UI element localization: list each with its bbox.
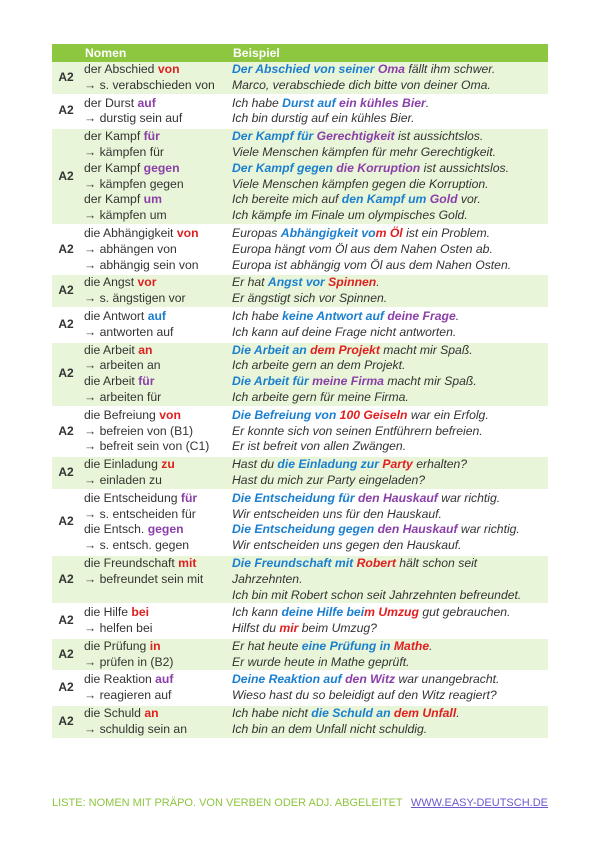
noun-text: der Abschied (84, 62, 158, 76)
header-noun: Nomen (85, 46, 127, 60)
preposition: gegen (143, 160, 180, 175)
noun-cell (80, 556, 228, 603)
noun-text: → s. verabschieden von (84, 77, 215, 92)
example-text: Hast du (232, 457, 278, 472)
noun-text: die Angst (84, 275, 138, 290)
footer-title: LISTE: NOMEN MIT PRÄPO. VON VERBEN ODER ADJ. ABGELEITET (52, 797, 403, 809)
example-text: war ein Erfolg. (407, 407, 489, 422)
noun-text: → helfen bei (84, 621, 153, 636)
noun-text: → kämpfen für (84, 144, 164, 159)
noun-line (84, 655, 228, 671)
example-sentence (232, 491, 548, 507)
example-sentence (232, 374, 548, 390)
highlight-text: die Korruption (336, 160, 421, 175)
example-text: Ich bin an dem Unfall nicht schuldig. (232, 721, 428, 736)
noun-line (84, 62, 228, 78)
example-sentence (232, 275, 548, 291)
example-text: Ich arbeite gern für meine Firma. (232, 389, 409, 404)
table-row (52, 275, 548, 309)
table-row (52, 556, 548, 605)
highlight-text: Der Kampf gegen (232, 160, 337, 175)
table-row (52, 457, 548, 491)
level-badge: A2 (58, 366, 74, 381)
table-row (52, 639, 548, 673)
noun-line (84, 325, 228, 341)
example-text: beim Umzug? (298, 621, 377, 636)
level-badge: A2 (58, 103, 74, 118)
example-text: . (456, 706, 460, 721)
example-sentence (232, 192, 548, 208)
example-text: ist ein Problem. (402, 225, 491, 240)
example-sentence (232, 639, 548, 655)
noun-text: der Durst (84, 95, 138, 110)
table-row (52, 605, 548, 639)
preposition: von (159, 407, 181, 422)
example-text: Ich bin mit Robert schon seit Jahrzehnten befreundet. (232, 587, 522, 602)
level-badge: A2 (58, 465, 74, 480)
noun-cell (80, 491, 228, 554)
noun-line (84, 621, 228, 637)
example-text: Er ängstigt sich vor Spinnen. (232, 291, 388, 306)
example-text: ist aussichtslos. (394, 129, 484, 144)
example-sentence (232, 688, 548, 704)
noun-text: → abhängig sein von (84, 257, 199, 272)
example-text: Marco, verabschiede dich bitte von deiner Oma. (232, 77, 491, 92)
level-badge: A2 (58, 241, 74, 256)
example-sentence (232, 538, 548, 554)
noun-line (84, 226, 228, 242)
example-text: Viele Menschen kämpfen für mehr Gerechtigkeit. (232, 144, 496, 159)
example-text: Er wurde heute in Mathe geprüft. (232, 654, 410, 669)
noun-cell (80, 457, 228, 489)
noun-line (84, 390, 228, 406)
highlight-text: Angst vor (267, 275, 329, 290)
example-sentence (232, 424, 548, 440)
preposition: bei (131, 605, 150, 620)
preposition: in (149, 638, 161, 653)
example-cell (228, 343, 548, 406)
noun-text: → befreien von (B1) (84, 423, 194, 438)
header-example: Beispiel (233, 46, 280, 60)
highlight-text: Durst auf (282, 95, 336, 110)
noun-text: → s. ängstigen vor (84, 291, 186, 306)
level-badge: A2 (58, 646, 74, 661)
example-sentence (232, 96, 548, 112)
example-text: Hast du mich zur Party eingeladen? (232, 472, 426, 487)
example-cell (228, 706, 548, 738)
example-text: Europas (232, 225, 281, 240)
example-cell (228, 129, 548, 224)
highlight-text: deine Hilfe bei (281, 605, 365, 620)
noun-line (84, 358, 228, 374)
example-sentence (232, 177, 548, 193)
noun-line (84, 722, 228, 738)
noun-line (84, 706, 228, 722)
footer-link[interactable]: WWW.EASY-DEUTSCH.DE (410, 797, 548, 809)
example-sentence (232, 588, 548, 604)
noun-line (84, 78, 228, 94)
preposition: auf (137, 95, 156, 110)
noun-cell (80, 639, 228, 671)
noun-line (84, 605, 228, 621)
highlight-text: Der Abschied von seiner (232, 62, 378, 76)
level-badge: A2 (58, 680, 74, 695)
example-text: macht mir Spaß. (383, 374, 477, 389)
example-text: Europa ist abhängig vom Öl aus dem Nahen Osten. (232, 257, 512, 272)
highlight-text: Der Kampf für (232, 129, 317, 144)
level-badge: A2 (58, 69, 74, 84)
level-badge: A2 (58, 423, 74, 438)
noun-line (84, 439, 228, 455)
highlight-text: mir (279, 621, 299, 636)
example-cell (228, 309, 548, 341)
noun-text: die Reaktion (84, 672, 156, 687)
highlight-text: Party (382, 457, 413, 472)
example-text: Ich habe (232, 95, 283, 110)
example-sentence (232, 390, 548, 406)
example-sentence (232, 343, 548, 359)
example-sentence (232, 78, 548, 94)
noun-line (84, 408, 228, 424)
table-row (52, 129, 548, 226)
example-text: hält schon seit Jahrzehnten. (232, 555, 478, 586)
noun-cell (80, 408, 228, 455)
example-text: fällt ihm schwer. (404, 62, 496, 76)
noun-text: → durstig sein auf (84, 111, 183, 126)
noun-text: → schuldig sein an (84, 721, 187, 736)
footer (52, 797, 548, 809)
highlight-text: keine Antwort auf (282, 308, 388, 323)
noun-cell (80, 226, 228, 273)
highlight-text: Deine Reaktion auf (232, 672, 346, 687)
noun-line (84, 688, 228, 704)
noun-line (84, 96, 228, 112)
example-text: Ich bereite mich auf (232, 192, 342, 207)
example-cell (228, 408, 548, 455)
table-row (52, 672, 548, 706)
noun-line (84, 291, 228, 307)
highlight-text: Die Arbeit an (232, 342, 311, 357)
noun-line (84, 457, 228, 473)
noun-cell (80, 605, 228, 637)
noun-text: die Abhängigkeit (84, 225, 177, 240)
highlight-text: Die Entscheidung gegen (232, 522, 378, 537)
noun-line (84, 208, 228, 224)
noun-line (84, 129, 228, 145)
noun-line (84, 192, 228, 208)
highlight-text: Die Entscheidung für (232, 490, 358, 505)
noun-text: → arbeiten für (84, 389, 162, 404)
noun-line (84, 343, 228, 359)
highlight-text: dem Projekt (310, 342, 380, 357)
table-row (52, 226, 548, 275)
noun-text: → befreit sein von (C1) (84, 439, 210, 454)
noun-text: → reagieren auf (84, 688, 172, 703)
noun-line (84, 424, 228, 440)
preposition: mit (178, 555, 197, 570)
noun-text: → kämpfen um (84, 208, 167, 223)
preposition: an (138, 342, 153, 357)
example-text: Europa hängt vom Öl aus dem Nahen Osten ab. (232, 241, 493, 256)
preposition: auf (155, 672, 174, 687)
noun-cell (80, 343, 228, 406)
example-sentence (232, 457, 548, 473)
noun-text: die Befreiung (84, 407, 160, 422)
example-text: Ich habe (232, 308, 283, 323)
example-text: macht mir Spaß. (379, 342, 473, 357)
example-text: war richtig. (437, 490, 501, 505)
example-text: . (376, 275, 380, 290)
example-sentence (232, 242, 548, 258)
noun-text: die Antwort (84, 308, 148, 323)
noun-text: die Schuld (84, 706, 145, 721)
example-text: . (425, 95, 430, 110)
level-badge: A2 (58, 514, 74, 529)
highlight-text: Mathe (393, 638, 430, 653)
level-badge: A2 (58, 283, 74, 298)
noun-line (84, 177, 228, 193)
example-text: Er hat (232, 275, 268, 290)
noun-text: die Hilfe (84, 605, 132, 620)
noun-line (84, 374, 228, 390)
table-row (52, 309, 548, 343)
highlight-text: Abhängigkeit vo (280, 225, 376, 240)
example-sentence (232, 111, 548, 127)
example-cell (228, 672, 548, 704)
preposition: von (157, 62, 180, 76)
example-text: vor. (457, 192, 481, 207)
preposition: für (180, 490, 198, 505)
example-sentence (232, 706, 548, 722)
noun-line (84, 507, 228, 523)
noun-text: → kämpfen gegen (84, 176, 184, 191)
level-badge: A2 (58, 613, 74, 628)
noun-text: die Arbeit (84, 342, 139, 357)
noun-text: → antworten auf (84, 324, 174, 339)
noun-line (84, 275, 228, 291)
noun-line (84, 491, 228, 507)
example-sentence (232, 473, 548, 489)
noun-line (84, 572, 228, 588)
noun-line (84, 161, 228, 177)
example-cell (228, 639, 548, 671)
highlight-text: Die Freundschaft mit (232, 555, 357, 570)
noun-text: der Kampf (84, 192, 144, 207)
example-text: . (429, 638, 433, 653)
header-level (52, 44, 80, 62)
highlight-text: m Umzug (364, 605, 419, 620)
example-sentence (232, 621, 548, 637)
noun-line (84, 522, 228, 538)
highlight-text: Oma (377, 62, 405, 76)
example-text: Er hat heute (232, 638, 302, 653)
example-sentence (232, 522, 548, 538)
highlight-text: den Hauskauf (377, 522, 458, 537)
example-text: Ich kann (232, 605, 282, 620)
example-text: war richtig. (457, 522, 520, 537)
noun-text: → prüfen in (B2) (84, 654, 174, 669)
preposition: von (176, 225, 199, 240)
noun-line (84, 111, 228, 127)
highlight-text: deine Frage (387, 308, 456, 323)
noun-text: der Kampf (84, 129, 144, 144)
highlight-text: Die Arbeit für (232, 374, 313, 389)
highlight-text: Gold (429, 192, 458, 207)
noun-text: → s. entsch. gegen (84, 538, 190, 553)
example-sentence (232, 408, 548, 424)
highlight-text: dem Unfall (393, 706, 457, 721)
preposition: vor (137, 275, 157, 290)
highlight-text: Die Befreiung von (232, 407, 340, 422)
example-cell (228, 605, 548, 637)
example-sentence (232, 439, 548, 455)
preposition: zu (161, 457, 175, 472)
noun-text: → abhängen von (84, 241, 177, 256)
example-cell (228, 457, 548, 489)
example-text: Wieso hast du so beleidigt auf den Witz reagiert? (232, 688, 497, 703)
noun-text: die Einladung (84, 457, 162, 472)
highlight-text: eine Prüfung in (301, 638, 394, 653)
highlight-text: den Kampf um (341, 192, 430, 207)
example-sentence (232, 129, 548, 145)
example-cell (228, 62, 548, 94)
noun-line (84, 145, 228, 161)
noun-line (84, 639, 228, 655)
noun-cell (80, 62, 228, 94)
noun-line (84, 473, 228, 489)
noun-text: → arbeiten an (84, 358, 161, 373)
example-sentence (232, 556, 548, 588)
highlight-text: Robert (356, 555, 396, 570)
noun-line (84, 556, 228, 572)
noun-text: → einladen zu (84, 472, 162, 487)
example-sentence (232, 655, 548, 671)
noun-text: die Freundschaft (84, 555, 179, 570)
example-sentence (232, 605, 548, 621)
noun-cell (80, 129, 228, 224)
example-sentence (232, 161, 548, 177)
noun-cell (80, 96, 228, 128)
example-text: . (455, 308, 460, 323)
example-text: Er konnte sich von seinen Entführern befreien. (232, 423, 483, 438)
example-text: Ich kämpfe im Finale um olympisches Gold. (232, 208, 468, 223)
example-sentence (232, 309, 548, 325)
vocab-table (52, 44, 548, 740)
noun-line (84, 538, 228, 554)
highlight-text: meine Firma (312, 374, 384, 389)
table-row (52, 491, 548, 556)
noun-cell (80, 275, 228, 307)
noun-line (84, 258, 228, 274)
level-badge: A2 (58, 571, 74, 586)
level-badge: A2 (58, 168, 74, 183)
highlight-text: die Einladung zur (277, 457, 383, 472)
noun-text: → s. entscheiden für (84, 506, 196, 521)
example-text: Wir entscheiden uns für den Hauskauf. (232, 506, 442, 521)
level-badge: A2 (58, 713, 74, 728)
highlight-text: Gerechtigkeit (316, 129, 395, 144)
example-sentence (232, 672, 548, 688)
example-sentence (232, 722, 548, 738)
preposition: für (138, 374, 155, 389)
table-row (52, 62, 548, 96)
example-cell (228, 226, 548, 273)
noun-text: die Prüfung (84, 638, 150, 653)
table-row (52, 408, 548, 457)
highlight-text: die Schuld an (311, 706, 394, 721)
example-sentence (232, 62, 548, 78)
example-sentence (232, 208, 548, 224)
highlight-text: den Witz (345, 672, 396, 687)
noun-text: die Entsch. (84, 522, 148, 537)
example-sentence (232, 507, 548, 523)
example-text: erhalten? (412, 457, 468, 472)
highlight-text: den Hauskauf (357, 490, 438, 505)
example-text: Ich kann auf deine Frage nicht antworten. (232, 324, 457, 339)
example-sentence (232, 358, 548, 374)
preposition: gegen (147, 522, 184, 537)
example-sentence (232, 145, 548, 161)
example-text: Ich bin durstig auf ein kühles Bier. (232, 111, 415, 126)
example-cell (228, 96, 548, 128)
example-sentence (232, 325, 548, 341)
example-text: Er ist befreit von allen Zwängen. (232, 439, 407, 454)
example-text: Hilfst du (232, 621, 280, 636)
example-cell (228, 556, 548, 603)
noun-text: der Kampf (84, 160, 144, 175)
highlight-text: Spinnen (328, 275, 377, 290)
example-text: Viele Menschen kämpfen gegen die Korruption. (232, 176, 489, 191)
noun-text: → befreundet sein mit (84, 571, 204, 586)
preposition: um (143, 192, 162, 207)
highlight-text: m Öl (375, 225, 403, 240)
preposition: an (144, 706, 159, 721)
table-row (52, 96, 548, 130)
example-text: Ich arbeite gern an dem Projekt. (232, 358, 406, 373)
example-sentence (232, 291, 548, 307)
example-cell (228, 491, 548, 554)
preposition: für (143, 129, 160, 144)
example-sentence (232, 226, 548, 242)
level-badge: A2 (58, 316, 74, 331)
example-text: Wir entscheiden uns gegen den Hauskauf. (232, 538, 462, 553)
example-text: war unangebracht. (395, 672, 500, 687)
noun-cell (80, 309, 228, 341)
table-row (52, 706, 548, 740)
noun-line (84, 672, 228, 688)
noun-text: die Arbeit (84, 374, 139, 389)
example-text: gut gebrauchen. (418, 605, 511, 620)
preposition: auf (147, 308, 166, 323)
example-sentence (232, 258, 548, 274)
example-text: ist aussichtslos. (420, 160, 509, 175)
noun-line (84, 309, 228, 325)
noun-cell (80, 672, 228, 704)
table-header (52, 44, 548, 62)
highlight-text: 100 Geiseln (339, 407, 408, 422)
highlight-text: ein kühles Bier (339, 95, 426, 110)
noun-cell (80, 706, 228, 738)
table-row (52, 343, 548, 408)
noun-text: die Entscheidung (84, 490, 181, 505)
noun-line (84, 242, 228, 258)
example-cell (228, 275, 548, 307)
table-body (52, 62, 548, 740)
example-text: Ich habe nicht (232, 706, 312, 721)
